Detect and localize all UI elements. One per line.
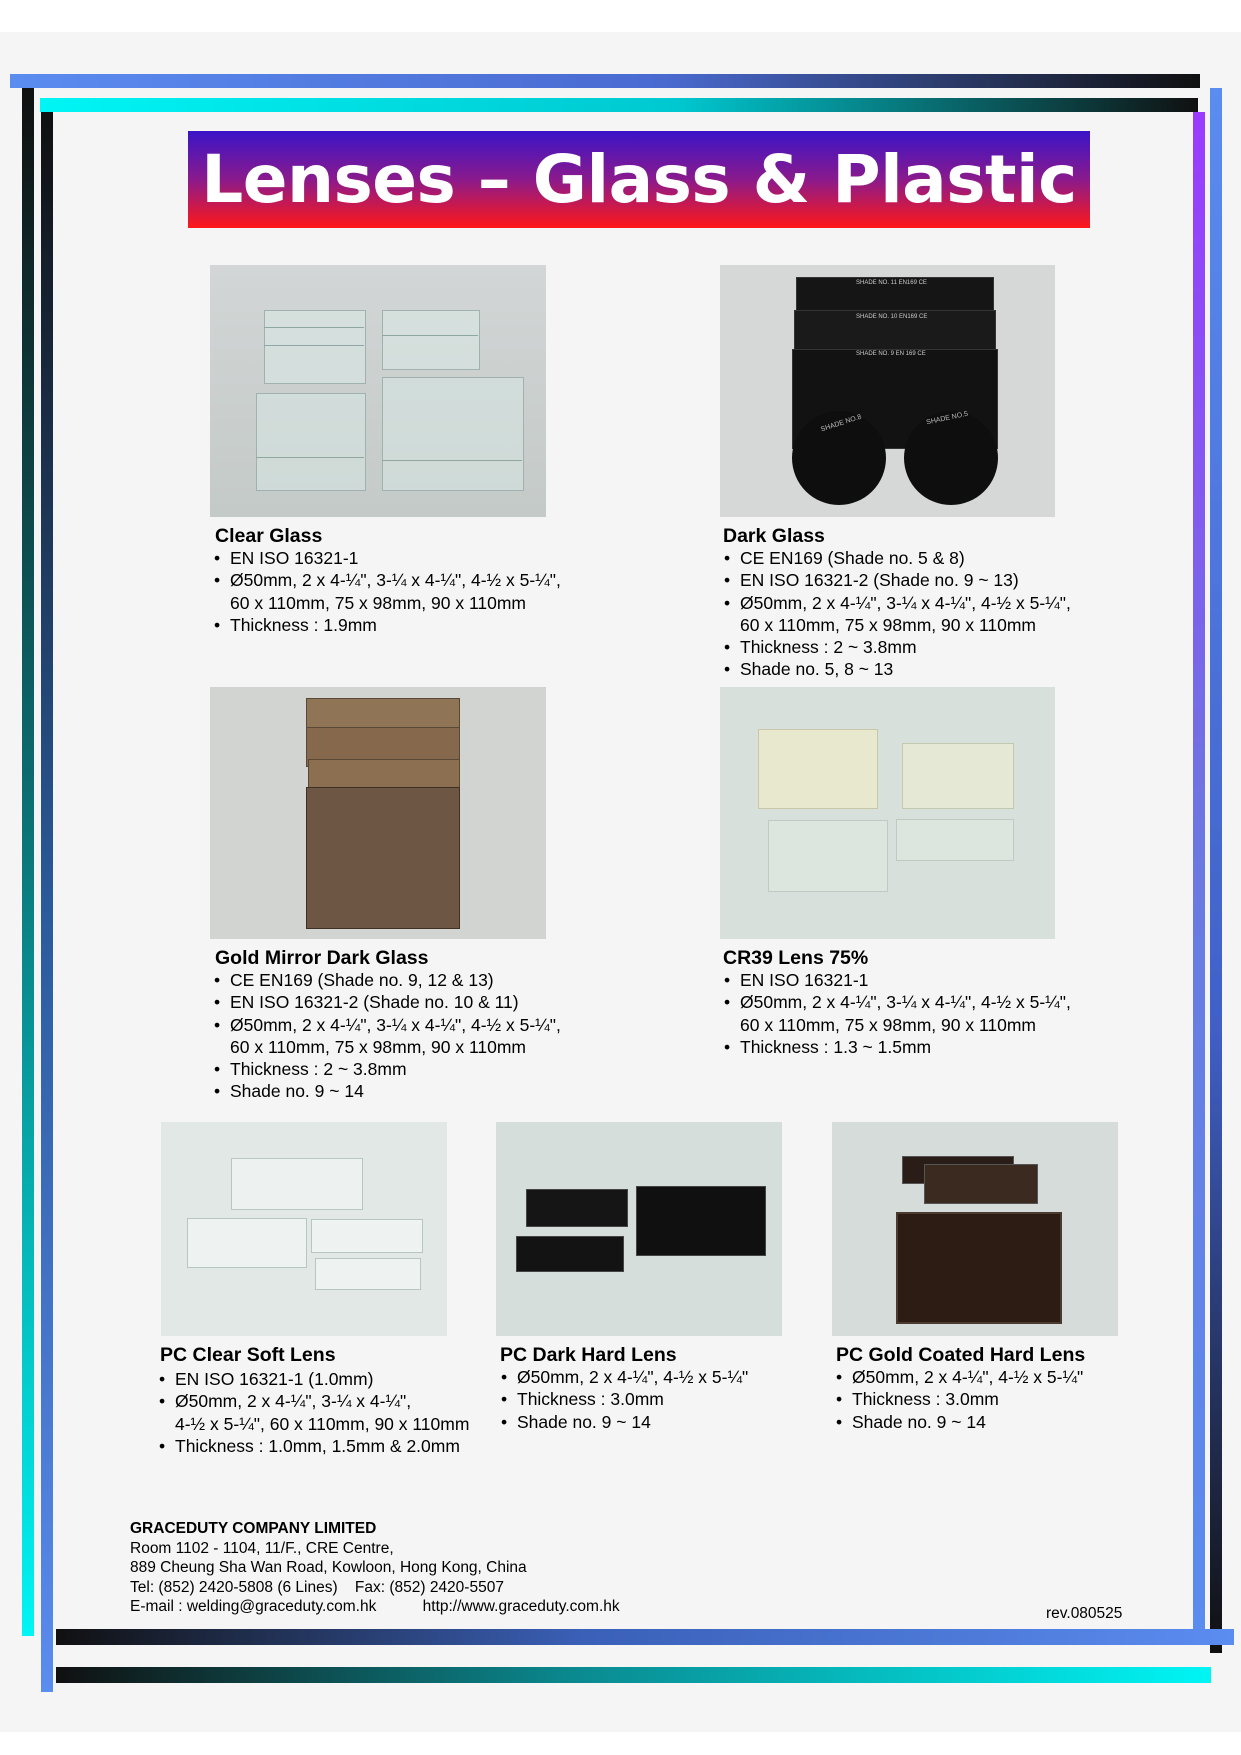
- shade-label: SHADE NO. 9 EN 169 CE: [856, 351, 926, 357]
- spec-item-continuation: 60 x 110mm, 75 x 98mm, 90 x 110mm: [230, 592, 526, 613]
- dark-glass-photo: [720, 265, 1055, 517]
- clear-glass-photo: [210, 265, 546, 517]
- gold-glass-pane: [306, 787, 460, 929]
- frame-top-bar-1: [10, 74, 1200, 88]
- spec-item: • Thickness : 2 ~ 3.8mm: [214, 1058, 561, 1080]
- cr39-lens-photo: [720, 687, 1055, 939]
- company-name: GRACEDUTY COMPANY LIMITED: [130, 1520, 377, 1537]
- company-address-line: 889 Cheung Sha Wan Road, Kowloon, Hong Kong, China: [130, 1559, 527, 1577]
- frame-bottom-bar-1: [56, 1629, 1234, 1645]
- spec-item: • EN ISO 16321-1: [724, 969, 1071, 991]
- product-specs: [214, 547, 561, 636]
- product-specs: [836, 1366, 1083, 1433]
- cr39-pane: [758, 729, 878, 809]
- spec-item-continuation: 60 x 110mm, 75 x 98mm, 90 x 110mm: [740, 614, 1036, 635]
- product-specs: [501, 1366, 748, 1433]
- spec-item: • Shade no. 9 ~ 14: [501, 1411, 748, 1433]
- spec-item: • Ø50mm, 2 x 4-¼", 3-¼ x 4-¼",: [159, 1390, 469, 1412]
- spec-item: • EN ISO 16321-2 (Shade no. 9 ~ 13): [724, 569, 1071, 591]
- pc-dark-hard-lens-photo: [496, 1122, 782, 1336]
- product-specs: [724, 969, 1071, 1058]
- title-banner: [188, 131, 1090, 228]
- product-name: PC Dark Hard Lens: [500, 1344, 677, 1366]
- spec-item: • Ø50mm, 2 x 4-¼", 4-½ x 5-¼": [836, 1366, 1083, 1388]
- pc-clear-pane: [231, 1158, 363, 1210]
- shade-label: SHADE NO. 11 EN169 CE: [856, 280, 927, 286]
- company-phone-fax: Tel: (852) 2420-5808 (6 Lines) Fax: (852) 2420-5507: [130, 1578, 504, 1596]
- pc-gold-pane: [924, 1164, 1038, 1204]
- pc-gold-pane: [896, 1212, 1062, 1324]
- revision-code: rev.080525: [1046, 1605, 1123, 1622]
- pc-clear-pane: [187, 1218, 307, 1268]
- glass-pane: [256, 457, 364, 478]
- pc-dark-pane: [516, 1236, 624, 1272]
- pc-dark-pane: [526, 1189, 628, 1227]
- page-title: Lenses – Glass & Plastic: [201, 141, 1077, 218]
- product-name: Clear Glass: [215, 525, 323, 547]
- spec-item: • Ø50mm, 2 x 4-¼", 4-½ x 5-¼": [501, 1366, 748, 1388]
- spec-item: • CE EN169 (Shade no. 9, 12 & 13): [214, 969, 561, 991]
- dark-glass-disc: [904, 411, 998, 505]
- glass-pane: [382, 460, 522, 479]
- company-contact-line: [130, 1597, 620, 1617]
- product-name: Dark Glass: [723, 525, 825, 547]
- company-website[interactable]: http://www.graceduty.com.hk: [422, 1598, 620, 1616]
- company-address-line: Room 1102 - 1104, 11/F., CRE Centre,: [130, 1539, 394, 1557]
- frame-left-bar-1: [22, 88, 34, 1636]
- glass-pane: [264, 345, 364, 358]
- frame-bottom-bar-2: [56, 1667, 1211, 1683]
- frame-right-bar-1: [1193, 112, 1205, 1640]
- frame-left-bar-2: [41, 112, 53, 1692]
- spec-item: • Ø50mm, 2 x 4-¼", 3-¼ x 4-¼", 4-½ x 5-¼",: [214, 1014, 561, 1036]
- product-specs: [724, 547, 1071, 681]
- spec-item: • EN ISO 16321-1: [214, 547, 561, 569]
- pc-clear-pane: [315, 1258, 421, 1290]
- spec-item: • Thickness : 1.9mm: [214, 614, 561, 636]
- glass-pane: [382, 335, 478, 350]
- spec-item: • EN ISO 16321-1 (1.0mm): [159, 1368, 469, 1390]
- spec-item: • Ø50mm, 2 x 4-¼", 3-¼ x 4-¼", 4-½ x 5-¼",: [724, 592, 1071, 614]
- shade-label: SHADE NO. 10 EN169 CE: [856, 314, 928, 320]
- glass-pane: [264, 327, 364, 340]
- product-name: PC Gold Coated Hard Lens: [836, 1344, 1086, 1366]
- spec-item: • Ø50mm, 2 x 4-¼", 3-¼ x 4-¼", 4-½ x 5-¼",: [214, 569, 561, 591]
- cr39-pane: [902, 743, 1014, 809]
- product-specs: [159, 1368, 469, 1457]
- spec-item-continuation: 60 x 110mm, 75 x 98mm, 90 x 110mm: [230, 1036, 526, 1057]
- shade-label: SHADE NO.8: [819, 413, 863, 434]
- spec-item: • EN ISO 16321-2 (Shade no. 10 & 11): [214, 991, 561, 1013]
- spec-item-continuation: 4-½ x 5-¼", 60 x 110mm, 90 x 110mm: [175, 1413, 470, 1434]
- spec-item: • Thickness : 3.0mm: [836, 1388, 1083, 1410]
- spec-item: • Thickness : 1.0mm, 1.5mm & 2.0mm: [159, 1435, 469, 1457]
- spec-item: • Shade no. 5, 8 ~ 13: [724, 658, 1071, 680]
- gold-mirror-dark-glass-photo: [210, 687, 546, 939]
- product-specs: [214, 969, 561, 1103]
- cr39-pane: [896, 819, 1014, 861]
- pc-clear-soft-lens-photo: [161, 1122, 447, 1336]
- spec-item-continuation: 60 x 110mm, 75 x 98mm, 90 x 110mm: [740, 1014, 1036, 1035]
- spec-item: • CE EN169 (Shade no. 5 & 8): [724, 547, 1071, 569]
- pc-clear-pane: [311, 1219, 423, 1253]
- company-info: [130, 1519, 620, 1617]
- spec-item: • Shade no. 9 ~ 14: [214, 1080, 561, 1102]
- spec-item: • Shade no. 9 ~ 14: [836, 1411, 1083, 1433]
- spec-item: • Ø50mm, 2 x 4-¼", 3-¼ x 4-¼", 4-½ x 5-¼",: [724, 991, 1071, 1013]
- product-name: CR39 Lens 75%: [723, 947, 869, 969]
- pc-gold-coated-hard-lens-photo: [832, 1122, 1118, 1336]
- spec-item: • Thickness : 2 ~ 3.8mm: [724, 636, 1071, 658]
- pc-dark-pane: [636, 1186, 766, 1256]
- company-email[interactable]: E-mail : welding@graceduty.com.hk: [130, 1598, 377, 1616]
- product-name: Gold Mirror Dark Glass: [215, 947, 429, 969]
- product-name: PC Clear Soft Lens: [160, 1344, 336, 1366]
- shade-label: SHADE NO.5: [925, 410, 969, 427]
- frame-right-bar-2: [1210, 88, 1222, 1653]
- cr39-pane: [768, 820, 888, 892]
- frame-top-bar-2: [40, 98, 1198, 112]
- spec-item: • Thickness : 1.3 ~ 1.5mm: [724, 1036, 1071, 1058]
- spec-item: • Thickness : 3.0mm: [501, 1388, 748, 1410]
